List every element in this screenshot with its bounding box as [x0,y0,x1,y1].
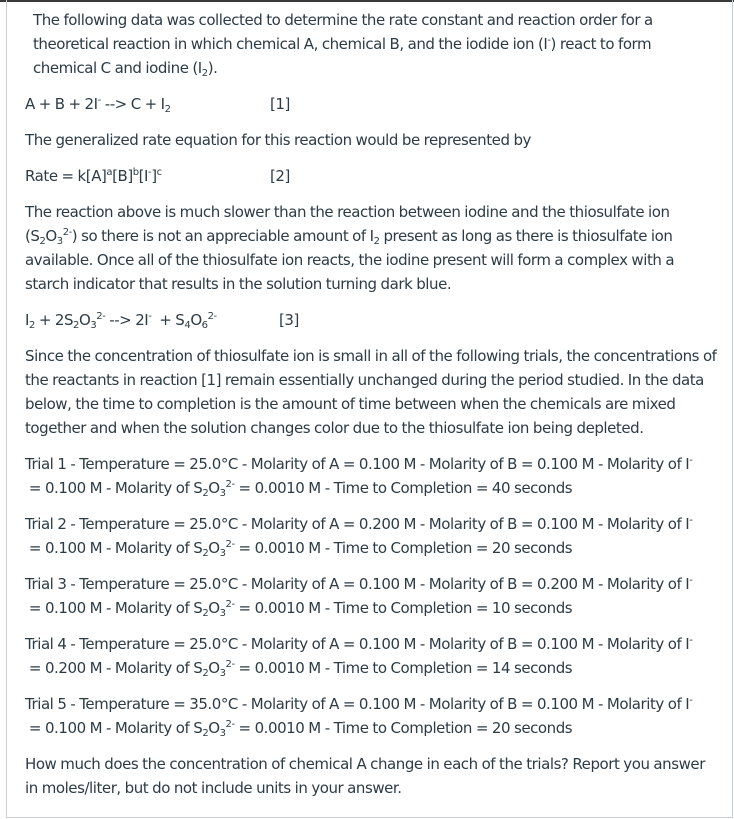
trial-s-label: - Molarity of S [102,599,203,617]
trial-label: Trial 2 [25,515,67,533]
intro-paragraph [25,8,717,80]
eq2-text-a: Rate = k[A] [25,167,107,185]
trial-a-label: - Molarity of A = [237,635,359,653]
trial-temp-label: - Temperature = [66,455,190,473]
trial-b-label: - Molarity of B = [415,515,537,533]
trial-time: 10 seconds [491,599,573,617]
trial-b: 0.100 M [536,695,595,713]
eq3-c: O [78,311,91,329]
eq3-f: O [190,311,202,329]
trial-s-sup: 2- [225,599,235,610]
trial-b-label: - Molarity of B = [415,575,537,593]
trial-temp-label: - Temperature = [66,515,190,533]
trial-s-sub2: 3 [219,548,226,559]
trial-eq: = [25,479,45,497]
trial-i: 0.200 M [44,659,103,677]
trial-a-label: - Molarity of A = [237,515,359,533]
equation-3 [25,308,717,332]
rate-intro: The generalized rate equation for this reaction would be represented by [25,131,531,149]
eq3-a: I [25,311,29,329]
eq2-tag: [2] [270,167,290,185]
trial-time-label: - Time to Completion = [320,479,492,497]
trial-a: 0.100 M [358,635,416,653]
trial-eq: = [25,539,45,557]
trial-s-sub2: 3 [219,488,226,499]
trial-label: Trial 5 [25,695,67,713]
trial-s-sub1: 2 [202,608,209,619]
eq3-tag: [3] [279,311,299,329]
since-paragraph: Since the concentration of thiosulfate ion is small in all of the following trials, the concentrations of the reactants in reaction [1] remain essentially unchanged during the period studied. In the data below, the time to completion is the amount of time between when the chemicals are mixed together and when the solution changes color due to the thiosulfate ion being depleted. [25,347,717,437]
trial-b-label: - Molarity of B = [415,635,537,653]
question-paragraph: How much does the concentration of chemical A change in each of the trials? Report you answer in moles/liter, but do not include units in your answer. [25,755,705,797]
trial-temp: 35.0°C [189,695,238,713]
trial-temp: 25.0°C [189,575,238,593]
trial-i-label: - Molarity of I [594,635,690,653]
intro-text-b: ) react to form chemical C and iodine (I [33,35,652,77]
trial-eq: = [25,599,45,617]
trial-i: 0.100 M [44,719,103,737]
trial-s-sub1: 2 [202,728,209,739]
trial-i-sup: - [689,455,693,466]
trial-b: 0.100 M [536,515,595,533]
trial-a: 0.100 M [358,695,416,713]
trial-s-o: O [208,719,220,737]
trial-s: 0.0010 M [254,599,321,617]
eq1-sup: - [97,95,101,106]
trial-time: 20 seconds [491,719,573,737]
intro-text-c: ). [207,59,218,77]
trial-temp: 25.0°C [189,455,238,473]
trial-paragraph [25,632,717,680]
eq2-text-b: [B] [112,167,133,185]
trial-time: 14 seconds [491,659,573,677]
trial-b: 0.100 M [536,635,595,653]
eq3-p1: 2- [96,311,106,322]
trial-s-sub1: 2 [202,488,209,499]
trial-time: 20 seconds [491,539,573,557]
equation-1 [25,92,717,116]
trial-eq: = [25,719,45,737]
thio-text-d: present as long as there is thiosulfate ion available. Once all of the thiosulfate ion reacts, the iodine present will form a complex with a starch indicator that results in the solution turning dark blue. [25,227,675,293]
trial-s-label: - Molarity of S [102,659,203,677]
eq1-text-b: --> C + I [100,95,165,113]
trial-time-label: - Time to Completion = [320,719,492,737]
trial-s-sub2: 3 [219,608,226,619]
trial-eq: = [234,719,255,737]
trial-i-sup: - [689,515,693,526]
eq2-sup-c1: - [148,167,152,178]
thio-sub-1: 2 [39,236,46,247]
trial-i-sup: - [689,695,693,706]
trial-time-label: - Time to Completion = [320,599,492,617]
trial-a: 0.100 M [358,575,416,593]
eq3-d: --> 2I [105,311,149,329]
trial-i: 0.100 M [44,479,103,497]
eq1-tag: [1] [270,95,290,113]
trial-a-label: - Molarity of A = [237,695,359,713]
trial-b: 0.100 M [536,455,595,473]
eq3-e: + S [151,311,185,329]
thiosulfate-paragraph [25,200,717,296]
eq3-s4: 4 [184,320,191,331]
trial-time-label: - Time to Completion = [320,659,492,677]
trial-label: Trial 4 [25,635,67,653]
trial-temp-label: - Temperature = [66,635,190,653]
trial-s-sub1: 2 [202,668,209,679]
trial-eq: = [234,539,255,557]
eq3-b: + 2S [34,311,74,329]
intro-sub: 2 [201,68,208,79]
intro-sup: - [547,35,551,46]
trial-time-label: - Time to Completion = [320,539,492,557]
trial-s-label: - Molarity of S [102,719,203,737]
eq3-s1: 2 [28,320,35,331]
trial-paragraph [25,572,717,620]
trial-s: 0.0010 M [254,539,321,557]
eq3-s5: 6 [201,320,208,331]
trial-i-label: - Molarity of I [594,695,690,713]
trial-temp-label: - Temperature = [66,575,190,593]
question-content [25,8,717,812]
eq3-s3: 3 [90,320,97,331]
trial-temp: 25.0°C [189,635,238,653]
trial-i-label: - Molarity of I [594,455,690,473]
trial-s-sub1: 2 [202,548,209,559]
trial-s: 0.0010 M [254,659,321,677]
trial-i-sup: - [689,575,693,586]
trial-temp: 25.0°C [189,515,238,533]
trial-i-sup: - [689,635,693,646]
eq3-s2: 2 [73,320,79,331]
eq3-p2: - [148,311,152,322]
trial-s: 0.0010 M [254,719,321,737]
trial-i-label: - Molarity of I [594,515,690,533]
thio-text-c: ) so there is not an appreciable amount of I [71,227,374,245]
trial-i: 0.100 M [44,539,103,557]
trial-b: 0.200 M [536,575,595,593]
trial-s: 0.0010 M [254,479,321,497]
intro-text-a: The following data was collected to determine the rate constant and reaction order for a theoretical reaction in which chemical A, chemical B, and the iodide ion (I [33,11,653,53]
trial-paragraph [25,692,717,740]
eq2-sup-b: b [132,167,139,178]
eq2-text-d: ] [151,167,157,185]
trial-b-label: - Molarity of B = [415,455,537,473]
trial-s-sup: 2- [225,539,235,550]
eq2-sup-c: c [156,167,162,178]
eq2-text-c: [I [138,167,149,185]
thio-sup: 2- [62,227,72,238]
trial-s-label: - Molarity of S [102,479,203,497]
trial-s-sub2: 3 [219,728,226,739]
eq1-sub: 2 [164,104,171,115]
trial-a-label: - Molarity of A = [237,455,359,473]
trial-label: Trial 3 [25,575,67,593]
trial-i-label: - Molarity of I [594,575,690,593]
trial-eq: = [234,479,255,497]
equation-2 [25,164,717,188]
trial-eq: = [234,659,255,677]
trial-paragraph [25,452,717,500]
trial-s-o: O [208,659,220,677]
trial-s-o: O [208,479,220,497]
trial-s-label: - Molarity of S [102,539,203,557]
thio-text-a: The reaction above is much slower than the reaction between iodine and the thiosulfate ion (S [25,203,670,245]
trial-eq: = [25,659,45,677]
trial-b-label: - Molarity of B = [415,695,537,713]
thio-sub-3: 2 [373,236,380,247]
trial-label: Trial 1 [25,455,67,473]
trial-s-sub2: 3 [219,668,226,679]
trials-list [25,452,717,740]
trial-time: 40 seconds [491,479,573,497]
trial-s-sup: 2- [225,479,235,490]
trial-s-sup: 2- [225,719,235,730]
trial-eq: = [234,599,255,617]
thio-sub-2: 3 [56,236,63,247]
eq3-p3: 2- [207,311,217,322]
trial-s-o: O [208,539,220,557]
trial-a-label: - Molarity of A = [237,575,359,593]
trial-a: 0.100 M [358,455,416,473]
trial-s-o: O [208,599,220,617]
trial-temp-label: - Temperature = [66,695,190,713]
eq1-text-a: A + B + 2I [25,95,98,113]
eq2-sup-a: a [106,167,113,178]
trial-a: 0.200 M [358,515,416,533]
trial-paragraph [25,512,717,560]
trial-s-sup: 2- [225,659,235,670]
trial-i: 0.100 M [44,599,103,617]
thio-text-b: O [45,227,57,245]
